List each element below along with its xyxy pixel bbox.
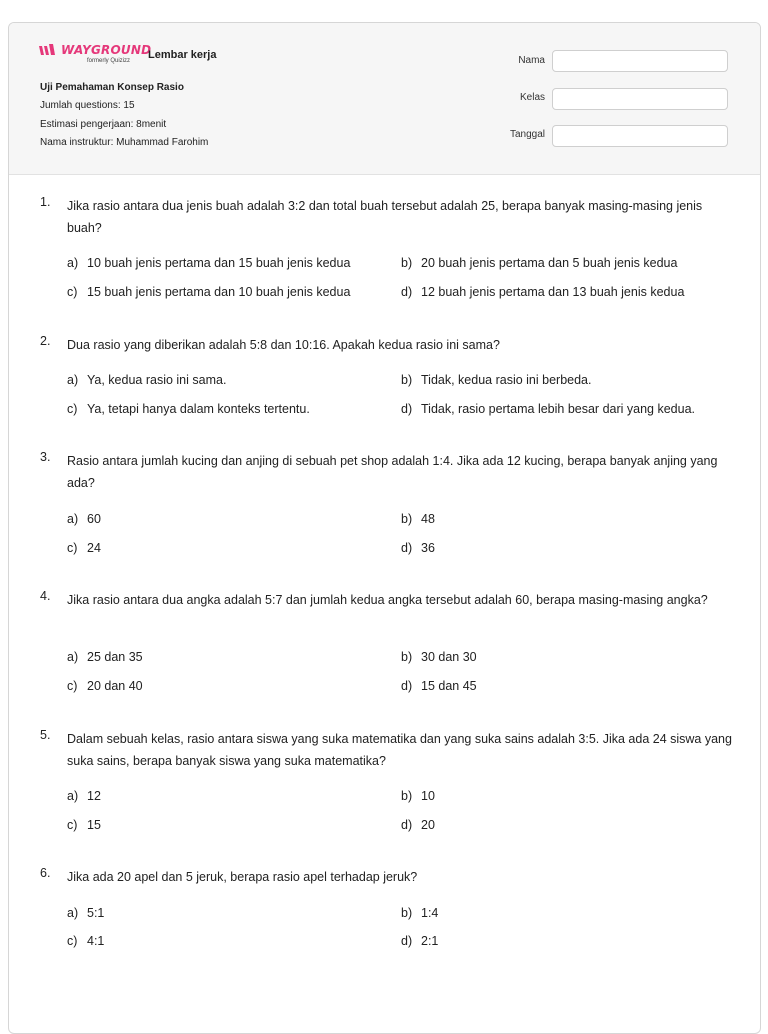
option-letter: d) xyxy=(401,285,413,299)
tanggal-field[interactable] xyxy=(552,125,728,147)
option-text: 2:1 xyxy=(421,934,439,948)
option-text: 15 xyxy=(87,818,101,832)
option-letter: c) xyxy=(67,402,78,416)
option-b[interactable] xyxy=(401,789,435,803)
question-text: Rasio antara jumlah kucing dan anjing di sebuah pet shop adalah 1:4. Jika ada 12 kucing, berapa banyak anjing yang ada? xyxy=(67,454,718,490)
kelas-field[interactable] xyxy=(552,88,728,110)
option-letter: a) xyxy=(67,512,79,526)
option-c[interactable] xyxy=(67,934,104,948)
option-c[interactable] xyxy=(67,818,101,832)
option-text: 4:1 xyxy=(87,934,105,948)
option-letter: b) xyxy=(401,373,413,387)
question-number: 3. xyxy=(40,450,51,464)
question-count: Jumlah questions: 15 xyxy=(40,100,135,111)
option-text: Ya, kedua rasio ini sama. xyxy=(87,373,227,387)
option-b[interactable] xyxy=(401,906,438,920)
question-text: Jika ada 20 apel dan 5 jeruk, berapa rasio apel terhadap jeruk? xyxy=(67,870,418,884)
option-text: 10 xyxy=(421,789,435,803)
option-letter: c) xyxy=(67,679,78,693)
option-text: 20 buah jenis pertama dan 5 buah jenis kedua xyxy=(421,256,678,270)
nama-label: Nama xyxy=(518,55,545,66)
nama-field[interactable] xyxy=(552,50,728,72)
tanggal-label: Tanggal xyxy=(509,129,545,140)
option-a[interactable] xyxy=(67,650,143,664)
option-d[interactable] xyxy=(401,541,435,555)
option-b[interactable] xyxy=(401,256,677,270)
option-c[interactable] xyxy=(67,679,143,693)
instructor-name: Nama instruktur: Muhammad Farohim xyxy=(40,137,209,148)
option-text: 30 dan 30 xyxy=(421,650,477,664)
option-letter: c) xyxy=(67,818,78,832)
question-text: Jika rasio antara dua jenis buah adalah 3:2 dan total buah tersebut adalah 25, berapa banyak masing-masing jenis buah? xyxy=(67,199,703,235)
option-d[interactable] xyxy=(401,818,435,832)
worksheet-title: Uji Pemahaman Konsep Rasio xyxy=(40,82,184,93)
option-letter: a) xyxy=(67,256,79,270)
option-a[interactable] xyxy=(67,256,350,270)
option-c[interactable] xyxy=(67,285,350,299)
option-letter: d) xyxy=(401,679,413,693)
option-c[interactable] xyxy=(67,402,310,416)
option-letter: c) xyxy=(67,934,78,948)
kelas-label: Kelas xyxy=(519,92,545,103)
logo-subtitle: formerly Quizizz xyxy=(87,58,131,64)
option-b[interactable] xyxy=(401,512,435,526)
option-d[interactable] xyxy=(401,679,477,693)
option-text: 24 xyxy=(87,541,101,555)
option-d[interactable] xyxy=(401,285,684,299)
option-text: 48 xyxy=(421,512,435,526)
question-number: 4. xyxy=(40,589,51,603)
option-a[interactable] xyxy=(67,906,104,920)
option-letter: d) xyxy=(401,402,413,416)
option-text: 12 xyxy=(87,789,101,803)
logo-wordmark: WAYGROUND xyxy=(61,43,152,57)
option-letter: d) xyxy=(401,541,413,555)
wayground-logo xyxy=(39,43,151,64)
question-number: 1. xyxy=(40,195,51,209)
option-text: 25 dan 35 xyxy=(87,650,143,664)
worksheet xyxy=(8,22,761,1034)
option-text: Ya, tetapi hanya dalam konteks tertentu. xyxy=(87,402,310,416)
option-text: 1:4 xyxy=(421,906,439,920)
question-text: Jika rasio antara dua angka adalah 5:7 dan jumlah kedua angka tersebut adalah 60, berapa masing-masing angka? xyxy=(67,593,708,607)
option-b[interactable] xyxy=(401,650,477,664)
option-text: 10 buah jenis pertama dan 15 buah jenis kedua xyxy=(87,256,351,270)
option-text: 15 dan 45 xyxy=(421,679,477,693)
question-text: Dua rasio yang diberikan adalah 5:8 dan 10:16. Apakah kedua rasio ini sama? xyxy=(67,338,500,352)
option-letter: c) xyxy=(67,285,78,299)
option-text: 5:1 xyxy=(87,906,105,920)
option-letter: a) xyxy=(67,906,79,920)
option-d[interactable] xyxy=(401,402,695,416)
option-letter: b) xyxy=(401,650,413,664)
option-letter: d) xyxy=(401,934,413,948)
option-letter: b) xyxy=(401,256,413,270)
sheet-type-label: Lembar kerja xyxy=(148,49,217,61)
option-text: 36 xyxy=(421,541,435,555)
option-letter: a) xyxy=(67,789,79,803)
option-text: 15 buah jenis pertama dan 10 buah jenis kedua xyxy=(87,285,351,299)
option-text: 60 xyxy=(87,512,101,526)
option-text: Tidak, kedua rasio ini berbeda. xyxy=(421,373,592,387)
option-letter: b) xyxy=(401,789,413,803)
question-text: Dalam sebuah kelas, rasio antara siswa yang suka matematika dan yang suka sains adalah 3:5. Jika ada 24 siswa yang suka sains, berapa banyak siswa yang suka matematika? xyxy=(67,732,732,768)
wayground-icon xyxy=(39,44,57,56)
option-letter: b) xyxy=(401,512,413,526)
option-b[interactable] xyxy=(401,373,591,387)
option-d[interactable] xyxy=(401,934,438,948)
option-text: 12 buah jenis pertama dan 13 buah jenis kedua xyxy=(421,285,685,299)
option-letter: a) xyxy=(67,373,79,387)
question-number: 2. xyxy=(40,334,51,348)
option-text: 20 dan 40 xyxy=(87,679,143,693)
option-text: 20 xyxy=(421,818,435,832)
option-c[interactable] xyxy=(67,541,101,555)
option-letter: c) xyxy=(67,541,78,555)
option-letter: a) xyxy=(67,650,79,664)
option-letter: d) xyxy=(401,818,413,832)
option-letter: b) xyxy=(401,906,413,920)
option-a[interactable] xyxy=(67,373,226,387)
question-number: 5. xyxy=(40,728,51,742)
option-text: Tidak, rasio pertama lebih besar dari yang kedua. xyxy=(421,402,695,416)
option-a[interactable] xyxy=(67,789,101,803)
question-number: 6. xyxy=(40,866,51,880)
time-estimate: Estimasi pengerjaan: 8menit xyxy=(40,119,167,130)
worksheet-header xyxy=(9,23,760,175)
option-a[interactable] xyxy=(67,512,101,526)
